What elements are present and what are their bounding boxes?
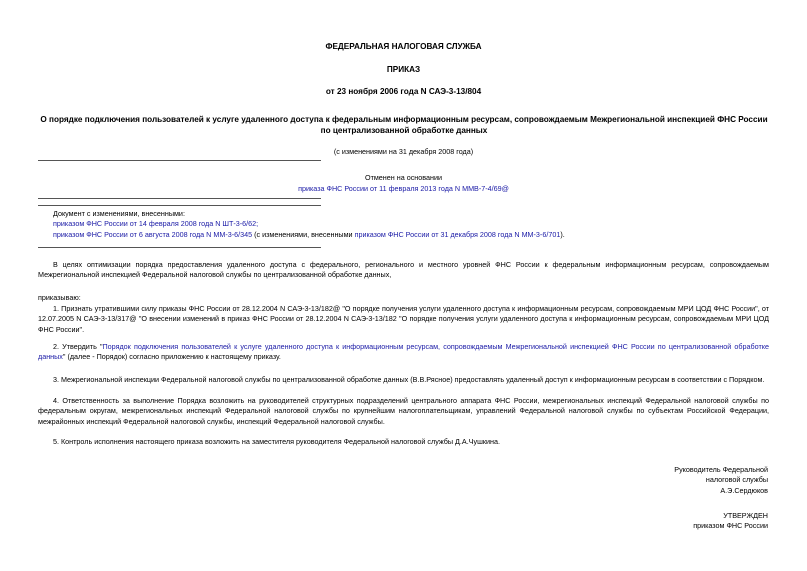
divider: [38, 160, 321, 161]
doc-date-number: от 23 ноября 2006 года N САЭ-3-13/804: [325, 87, 482, 96]
approved-label: УТВЕРЖДЕН: [723, 511, 768, 520]
clause-2-start: 2. Утвердить ": [53, 342, 103, 351]
agency-title: ФЕДЕРАЛЬНАЯ НАЛОГОВАЯ СЛУЖБА: [325, 42, 482, 51]
change-link-3[interactable]: приказом ФНС России от 31 декабря 2008 года N ММ-3-6/701: [354, 229, 561, 239]
clause-2: [38, 342, 769, 363]
changes-block: [53, 209, 783, 240]
procedure-link[interactable]: Порядок подключения пользователей к услуге удаленного доступа к информационным ресурсам, сопровождаемым Межрегиональной инспекцией ФНС России по централизованной обработке данных: [38, 342, 769, 362]
amended-note: (с изменениями на 31 декабря 2008 года): [333, 147, 474, 156]
approved-by: приказом ФНС России: [693, 521, 768, 531]
signature-block: [500, 465, 768, 496]
doc-title: О порядке подключения пользователей к услуге удаленного доступа к федеральным информационным ресурсам, сопровождаемым Межрегиональной инспекцией ФНС России по централизованной обработке данных: [40, 115, 768, 136]
preamble-paragraph: В целях оптимизации порядка предоставления удаленного доступа с федерального, регионального и местного уровней ФНС России к федеральным информационным ресурсам, сопровождаемым Межрегиональной инспекцией Федеральной налоговой службы по централизованной обработке данных,: [38, 260, 769, 280]
signature-position: Руководитель Федеральной: [674, 465, 768, 474]
signature-name: А.Э.Сердюков: [720, 485, 768, 495]
clause-2-end: " (далее - Порядок) согласно приложению к настоящему приказу.: [62, 352, 281, 362]
approved-block: [500, 511, 768, 532]
clause-4: 4. Ответственность за выполнение Порядка возложить на руководителей структурных подразделений центрального аппарата ФНС России, межрегиональных инспекций Федеральной налоговой службы по федеральным округам, межрегиональных инспекций Федеральной налоговой службы по крупнейшим налогоплательщикам, управлений Федеральной налоговой службы по субъектам Российской Федерации, межрайонных инспекций Федеральной налоговой службы, инспекций Федеральной налоговой службы.: [38, 396, 769, 426]
cancel-link[interactable]: приказа ФНС России от 11 февраля 2013 года N ММВ-7-4/69@: [298, 184, 509, 193]
signature-position-2: налоговой службы: [705, 475, 768, 485]
divider: [38, 205, 321, 206]
doc-type: ПРИКАЗ: [386, 65, 421, 74]
changes-intro: Документ с изменениями, внесенными:: [53, 209, 185, 218]
cancel-label: Отменен на основании: [364, 173, 442, 182]
order-word: приказываю:: [38, 293, 81, 302]
clause-3: 3. Межрегиональной инспекции Федеральной налоговой службы по централизованной обработке данных (В.В.Рясное) предоставлять удаленный доступ к информационным ресурсам в соответствии с Порядком.: [53, 375, 765, 384]
change-link-2[interactable]: приказом ФНС России от 6 августа 2008 года N ММ-3-6/345: [53, 229, 253, 239]
change-text-end: ).: [560, 229, 565, 239]
change-text: (с изменениями, внесенными: [252, 229, 355, 239]
divider: [38, 247, 321, 248]
change-link-1[interactable]: приказом ФНС России от 14 февраля 2008 года N ШТ-3-6/62;: [53, 219, 259, 229]
clause-1: 1. Признать утратившими силу приказы ФНС России от 28.12.2004 N САЭ-3-13/182@ "О порядке получения услуги удаленного доступа к информационным ресурсам, сопровождаемым МРИ ЦОД ФНС России", от 12.07.2005 N САЭ-3-13/317@ "О внесении изменений в приказ ФНС России от 28.12.2004 N САЭ-3-13/182 "О порядке получения услуги удаленного доступа к информационным ресурсам, сопровождаемым МРИ ЦОД ФНС России".: [38, 304, 769, 334]
change-item-2: [53, 230, 783, 240]
divider: [38, 198, 321, 199]
clause-5: 5. Контроль исполнения настоящего приказа возложить на заместителя руководителя Федеральной налоговой службы Д.А.Чушкина.: [53, 437, 500, 446]
